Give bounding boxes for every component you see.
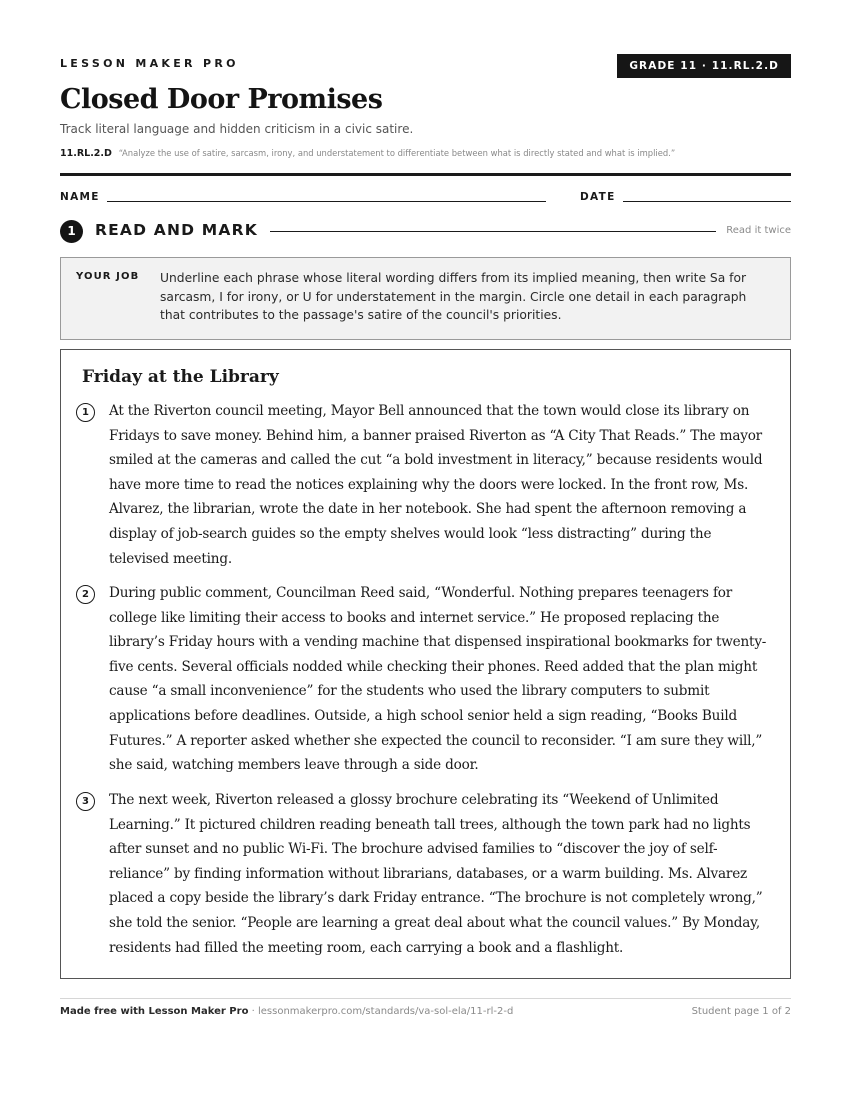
date-field[interactable] — [623, 201, 791, 202]
brand-name: LESSON MAKER PRO — [60, 57, 239, 70]
paragraph-2[interactable]: During public comment, Councilman Reed said, “Wonderful. Nothing prepares teenagers for college like limiting their access to books and internet service.” He proposed replacing the library’s Friday hours with a vending machine that dispensed inspirational bookmarks for twenty-five cents. Several officials nodded while checking their phones. Reed added that the plan might cause “a small inconvenience” for the students who used the library computers to submit applications before deadlines. Outside, a high school senior held a sign reading, “Books Build Futures.” A reporter asked whether she expected the council to reconsider. “I am sure they will,” she said, watching members leave through a side door. — [109, 585, 767, 774]
instructions-text: Underline each phrase whose literal wording differs from its implied meaning, then write Sa for sarcasm, I for irony, or U for understatement in the margin. Circle one detail in each paragraph that contributes to the passage's satire of the council's priorities. — [160, 271, 747, 322]
section-title: READ AND MARK — [95, 221, 258, 239]
date-label: DATE — [580, 191, 616, 203]
footer-url[interactable]: · lessonmakerpro.com/standards/va-sol-ela/11-rl-2-d — [248, 1006, 514, 1017]
section-note: Read it twice — [726, 225, 791, 236]
paragraph-number-1: 1 — [76, 403, 95, 422]
paragraph-number-3: 3 — [76, 792, 95, 811]
page-title: Closed Door Promises — [60, 84, 383, 115]
section-number-badge: 1 — [60, 220, 83, 243]
paragraph-3[interactable]: The next week, Riverton released a glossy brochure celebrating its “Weekend of Unlimited Learning.” It pictured children reading beneath tall trees, although the town park had no lights after sunset and no public Wi-Fi. The brochure advised families to “discover the joy of self-reliance” by finding information without librarians, databases, or a warm building. Ms. Alvarez placed a copy beside the library’s dark Friday entrance. “The brochure is not completely wrong,” she told the senior. “People are learning a great deal about what the council values.” By Monday, residents had filled the meeting room, each carrying a book and a flashlight. — [109, 792, 763, 956]
header-divider — [60, 173, 791, 176]
instructions-label: YOUR JOB — [76, 271, 140, 282]
page-subtitle: Track literal language and hidden criticism in a civic satire. — [60, 122, 414, 136]
paragraph-number-2: 2 — [76, 585, 95, 604]
section-divider — [270, 231, 716, 232]
standard-line — [60, 148, 675, 159]
footer-made-with: Made free with Lesson Maker Pro — [60, 1006, 249, 1017]
worksheet-page — [60, 0, 791, 1100]
passage-title: Friday at the Library — [82, 367, 279, 387]
instructions-box — [60, 257, 791, 340]
name-field[interactable] — [107, 201, 546, 202]
footer-credit — [60, 1006, 513, 1017]
standard-code: 11.RL.2.D — [60, 148, 112, 159]
name-label: NAME — [60, 191, 100, 203]
standard-text: “Analyze the use of satire, sarcasm, irony, and understatement to differentiate between what is directly stated and what is implied.” — [118, 148, 676, 158]
footer-divider — [60, 998, 791, 999]
paragraph-1[interactable]: At the Riverton council meeting, Mayor Bell announced that the town would close its library on Fridays to save money. Behind him, a banner praised Riverton as “A City That Reads.” The mayor smiled at the cameras and called the cut “a bold investment in literacy,” because residents would have more time to read the notices explaining why the doors were locked. In the front row, Ms. Alvarez, the librarian, wrote the date in her notebook. She had spent the afternoon removing a display of job-search guides so the empty shelves would look “less distracting” during the televised meeting. — [109, 403, 763, 567]
grade-badge: GRADE 11 · 11.RL.2.D — [617, 54, 791, 78]
passage-box — [60, 349, 791, 979]
footer-page-number: Student page 1 of 2 — [691, 1006, 791, 1017]
